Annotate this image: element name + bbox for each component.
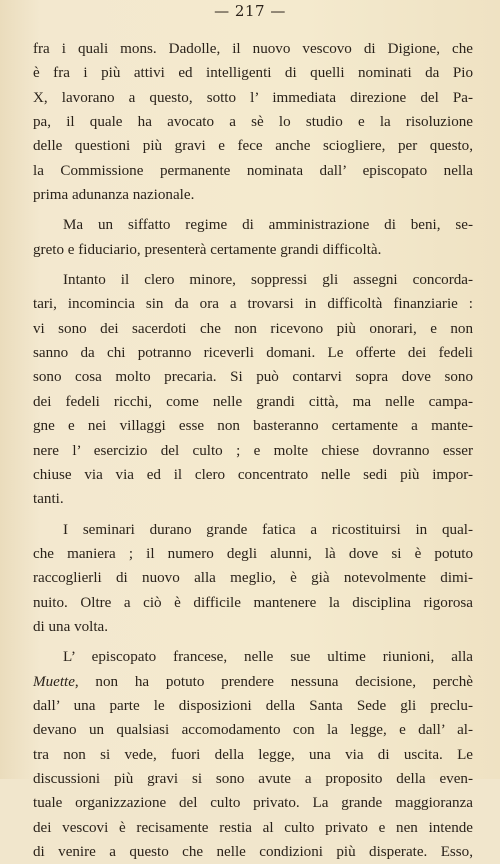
text-line: dei vescovi è recisamente restia al culto privato e nen intende (33, 819, 473, 836)
text-line: dei fedeli ricchi, come nelle grandi città, ma nelle campa- (33, 393, 473, 410)
text-line: devano un qualsiasi accomodamento con la legge, e dall’ al- (33, 722, 473, 739)
text-line: la Commissione permanente nominata dall’ episcopato nella (33, 162, 473, 179)
text-line: sono cosa molto precaria. Si può contarvi sopra dove sono (33, 369, 473, 386)
page-number: — 217 — (214, 2, 286, 20)
text-line: I seminari durano grande fatica a ricostituirsi in qual- (63, 521, 473, 538)
text-line: di venire a questo che nelle condizioni più disperate. Esso, (33, 844, 473, 860)
text-line: che maniera ; il numero degli alunni, là dove si è potuto (33, 545, 473, 562)
paragraph (33, 37, 473, 207)
paragraph (33, 645, 473, 864)
text-line: raccoglierli di nuovo alla meglio, è già notevolmente dimi- (33, 570, 473, 587)
text-line: X, lavorano a questo, sotto l’ immediata direzione del Pa- (33, 89, 473, 106)
text-line: nere l’ esercizio del culto ; e molte chiese dovranno esser (33, 442, 473, 459)
text-line: Intanto il clero minore, soppressi gli assegni concorda- (63, 272, 473, 289)
text-line: pa, il quale ha avocato a sè lo studio e la risoluzione (33, 114, 473, 131)
text-line: di una volta. (33, 618, 109, 635)
paragraph (33, 268, 473, 511)
text-line: delle questioni più gravi e fece anche sciogliere, per questo, (33, 138, 473, 155)
paragraph (33, 213, 473, 262)
italic-place-name: Muette (33, 673, 75, 690)
text-line: fra i quali mons. Dadolle, il nuovo vescovo di Digione, che (33, 41, 473, 57)
text-line: vi sono dei sacerdoti che non ricevono più onorari, e non (33, 320, 473, 337)
text-line: tra non si vede, fuori della legge, una via di uscita. Le (33, 746, 473, 763)
text-line: tanti. (33, 491, 64, 508)
text-line: nuito. Oltre a ciò è difficile mantenere la disciplina rigorosa (33, 594, 473, 611)
paragraph (33, 518, 473, 640)
text-line: discussioni più gravi si sono avute a proposito della even- (33, 770, 473, 787)
text-line: dall’ una parte le disposizioni della Santa Sede gli preclu- (33, 697, 473, 714)
text-line: L’ episcopato francese, nelle sue ultime riunioni, alla (63, 649, 473, 666)
text-line: tari, incomincia sin da ora a trovarsi in difficoltà finanziarie : (33, 296, 473, 313)
body-text (33, 37, 473, 864)
text-line: greto e fiduciario, presenterà certamente grandi difficoltà. (33, 241, 382, 258)
text-line: Ma un siffatto regime di amministrazione di beni, se- (63, 217, 473, 234)
text-line: chiuse via via ed il clero concentrato nelle sedi più impor- (33, 466, 473, 483)
text-line: sanno da chi potranno riceverli domani. Le offerte dei fedeli (33, 345, 473, 362)
text-line: prima adunanza nazionale. (33, 187, 195, 204)
text-line: tuale organizzazione del culto privato. La grande maggioranza (33, 795, 473, 812)
text-line: Muette, non ha potuto prendere nessuna decisione, perchè (33, 673, 473, 690)
text-line: è fra i più attivi ed intelligenti di quelli nominati da Pio (33, 65, 473, 82)
text-line: gne e nei villaggi esse non basteranno certamente a mante- (33, 418, 473, 435)
